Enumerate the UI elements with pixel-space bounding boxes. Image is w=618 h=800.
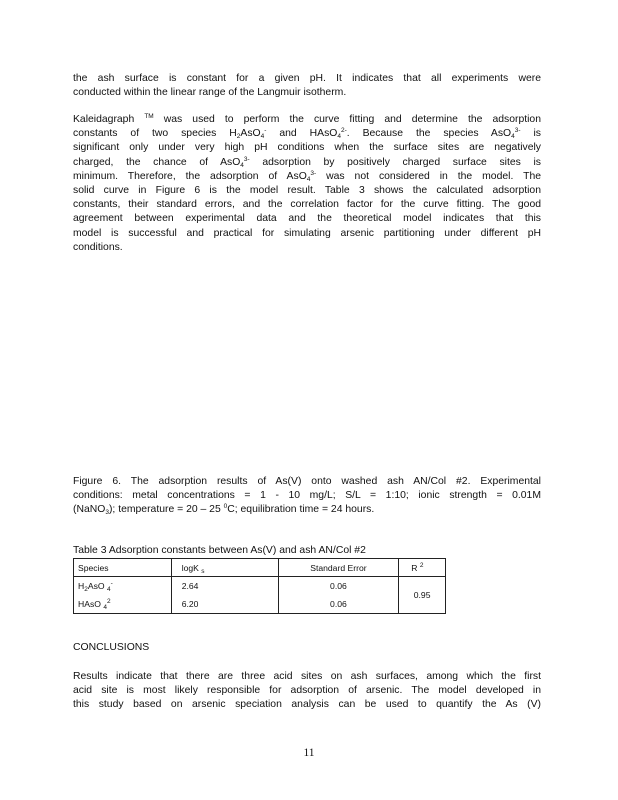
text-line: agreement between experimental data and the theoretical model indicates that this xyxy=(73,213,541,225)
cell-standard-error: 0.06 xyxy=(278,595,399,614)
table-row xyxy=(74,577,446,596)
conclusions-paragraph xyxy=(73,670,541,713)
text-line: Kaleidagraph ™ was used to perform the curve fitting and determine the adsorption xyxy=(73,113,541,125)
text-line: minimum. Therefore, the adsorption of AsO$_4^{3-}$ was not considered in the model. The xyxy=(73,169,541,183)
cell-species: $H_2AsO$ $_4$- xyxy=(74,577,172,596)
text-line: acid site is most likely responsible for adsorption of arsenic. The model developed in xyxy=(73,685,541,697)
paragraph-kaleidagraph xyxy=(73,113,541,255)
page-number: 11 xyxy=(303,747,315,759)
text-line: constants, their standard errors, and the correlation factor for the curve fitting. The good xyxy=(73,199,541,211)
header-logk: logK $_s$ xyxy=(171,559,278,577)
text-line: significant only under very high pH conditions when the surface sites are negatively xyxy=(73,142,541,154)
conclusions-heading: CONCLUSIONS xyxy=(73,642,150,653)
text-line: conditions. xyxy=(73,241,123,253)
table-header-row xyxy=(74,559,446,577)
table-caption: Table 3 Adsorption constants between As(V) and ash AN/Col #2 xyxy=(73,545,366,556)
text-line: Results indicate that there are three acid sites on ash surfaces, among which the first xyxy=(73,671,541,682)
header-standard-error: Standard Error xyxy=(278,559,399,577)
adsorption-constants-table xyxy=(73,558,446,614)
cell-logk: 2.64 xyxy=(171,577,278,596)
text-line: model is successful and practical for simulating arsenic partitioning under different pH xyxy=(73,227,541,239)
text-line: solid curve in Figure 6 is the model result. Table 3 shows the calculated adsorption xyxy=(73,185,541,197)
text-line: (NaNO$_3$); temperature = 20 – 25 $^0$C; equilibration time = 24 hours. xyxy=(73,503,375,517)
text-line: Figure 6. The adsorption results of As(V) onto washed ash AN/Col #2. Experimental xyxy=(73,476,541,487)
header-r-squared: R $^2$ xyxy=(399,559,446,577)
cell-species: HAsO $_4^2$ xyxy=(74,595,172,614)
text-line: the ash surface is constant for a given pH. It indicates that all experiments were xyxy=(73,73,541,84)
text-line: this study based on arsenic speciation analysis can be used to quantify the As (V) xyxy=(73,699,541,711)
text-line: conditions: metal concentrations = 1 - 10 mg/L; S/L = 1:10; ionic strength = 0.01M xyxy=(73,490,541,502)
text-line: charged, the chance of AsO$_4^{3-}$ adsorption by positively charged surface sites is xyxy=(73,155,541,169)
text-line: constants of two species $H_2AsO_4^-$ and HAsO$_4^{2-}$. Because the species AsO$_4^{3-}$ is xyxy=(73,127,541,141)
cell-logk: 6.20 xyxy=(171,595,278,614)
cell-r-squared: 0.95 xyxy=(399,577,446,614)
header-species: Species xyxy=(74,559,172,577)
figure-caption xyxy=(73,475,541,518)
cell-standard-error: 0.06 xyxy=(278,577,399,596)
paragraph-langmuir xyxy=(73,72,541,100)
table-row xyxy=(74,595,446,614)
text-line: conducted within the linear range of the Langmuir isotherm. xyxy=(73,87,347,99)
